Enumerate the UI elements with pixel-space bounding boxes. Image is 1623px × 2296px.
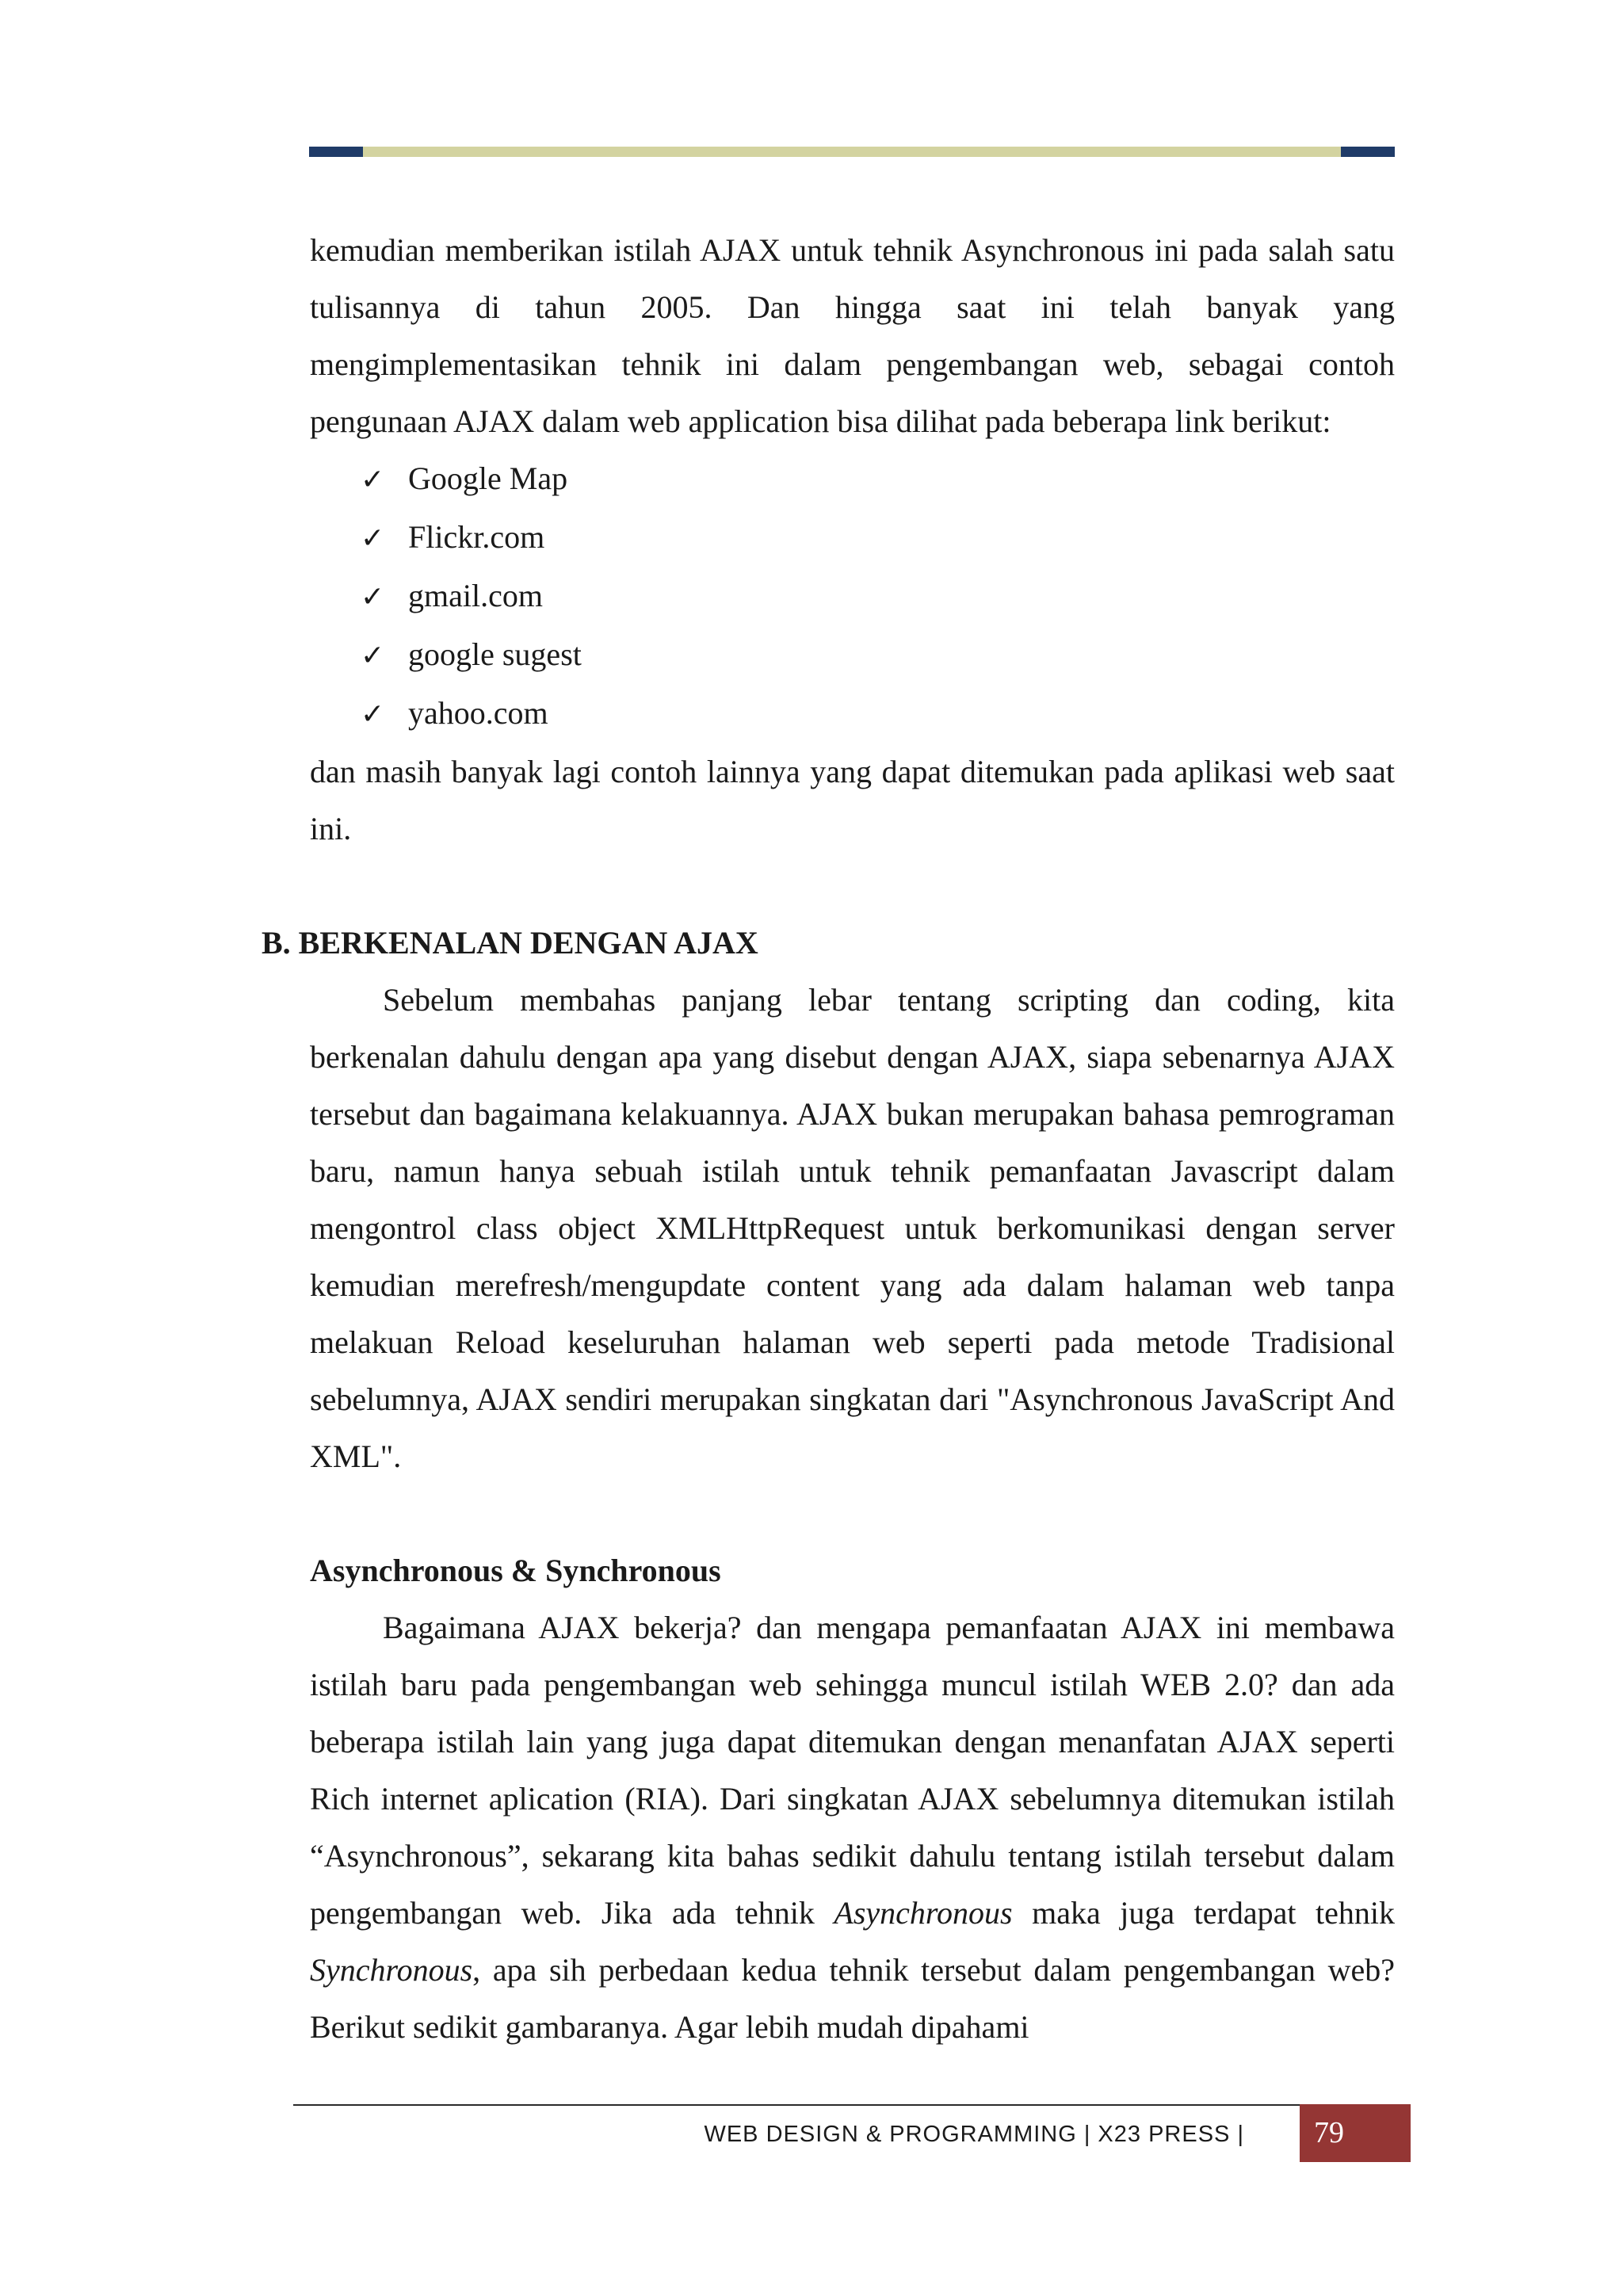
- italic-term-synchronous: Synchronous: [310, 1952, 473, 1988]
- checkmark-icon: ✓: [361, 640, 385, 672]
- page-number: 79: [1300, 2104, 1411, 2162]
- footer-title: WEB DESIGN & PROGRAMMING | X23 PRESS |: [704, 2122, 1244, 2147]
- checkmark-icon: ✓: [361, 581, 385, 613]
- example-links-list: [310, 450, 1395, 743]
- list-item-label: Google Map: [408, 460, 568, 496]
- intro-paragraph: kemudian memberikan istilah AJAX untuk tehnik Asynchronous ini pada salah satu tulisannya di tahun 2005. Dan hingga saat ini telah banyak yang mengimplementasikan tehnik ini dalam pengembangan web, sebagai contoh pengunaan AJAX dalam web application bisa dilihat pada beberapa link berikut:: [310, 232, 1395, 439]
- subsection-paragraph: [310, 1599, 1395, 2056]
- list-item: [361, 685, 1395, 743]
- list-item-label: yahoo.com: [408, 695, 548, 731]
- header-accent-right: [1341, 147, 1395, 157]
- section-heading: B. BERKENALAN DENGAN AJAX: [262, 925, 758, 961]
- checkmark-icon: ✓: [361, 522, 385, 555]
- footer-rule: [293, 2104, 1300, 2106]
- list-item-label: gmail.com: [408, 578, 543, 613]
- header-decoration-bar: [309, 147, 1395, 157]
- list-item: [361, 450, 1395, 509]
- checkmark-icon: ✓: [361, 698, 385, 731]
- page-content: [262, 222, 1396, 2056]
- subsection-heading: Asynchronous & Synchronous: [310, 1553, 721, 1588]
- subsection-text-1: Bagaimana AJAX bekerja? dan mengapa pemanfaatan AJAX ini membawa istilah baru pada pengembangan web sehingga muncul istilah WEB 2.0? dan ada beberapa istilah lain yang juga dapat ditemukan dengan menanfatan AJAX seperti Rich internet aplication (RIA). Dari singkatan AJAX sebelumnya ditemukan istilah “Asynchronous”, sekarang kita bahas sedikit dahulu tentang istilah tersebut dalam pengembangan web. Jika ada tehnik: [310, 1610, 1395, 1931]
- list-item-label: Flickr.com: [408, 519, 545, 555]
- section-paragraph: Sebelum membahas panjang lebar tentang scripting dan coding, kita berkenalan dahulu dengan apa yang disebut dengan AJAX, siapa sebenarnya AJAX tersebut dan bagaimana kelakuannya. AJAX bukan merupakan bahasa pemrograman baru, namun hanya sebuah istilah untuk tehnik pemanfaatan Javascript dalam mengontrol class object XMLHttpRequest untuk berkomunikasi dengan server kemudian merefresh/mengupdate content yang ada dalam halaman web tanpa melakuan Reload keseluruhan halaman web seperti pada metode Tradisional sebelumnya, AJAX sendiri merupakan singkatan dari "Asynchronous JavaScript And XML".: [310, 982, 1395, 1474]
- list-item: [361, 509, 1395, 567]
- list-item: [361, 567, 1395, 626]
- list-item-label: google sugest: [408, 636, 582, 672]
- intro-closing: dan masih banyak lagi contoh lainnya yang dapat ditemukan pada aplikasi web saat ini.: [310, 754, 1395, 846]
- subsection-text-3: , apa sih perbedaan kedua tehnik tersebut dalam pengembangan web? Berikut sedikit gambaranya. Agar lebih mudah dipahami: [310, 1952, 1395, 2045]
- checkmark-icon: ✓: [361, 464, 385, 496]
- header-accent-left: [309, 147, 363, 157]
- italic-term-asynchronous: Asynchronous: [834, 1895, 1013, 1931]
- subsection-text-2: maka juga terdapat tehnik: [1032, 1895, 1396, 1931]
- list-item: [361, 626, 1395, 685]
